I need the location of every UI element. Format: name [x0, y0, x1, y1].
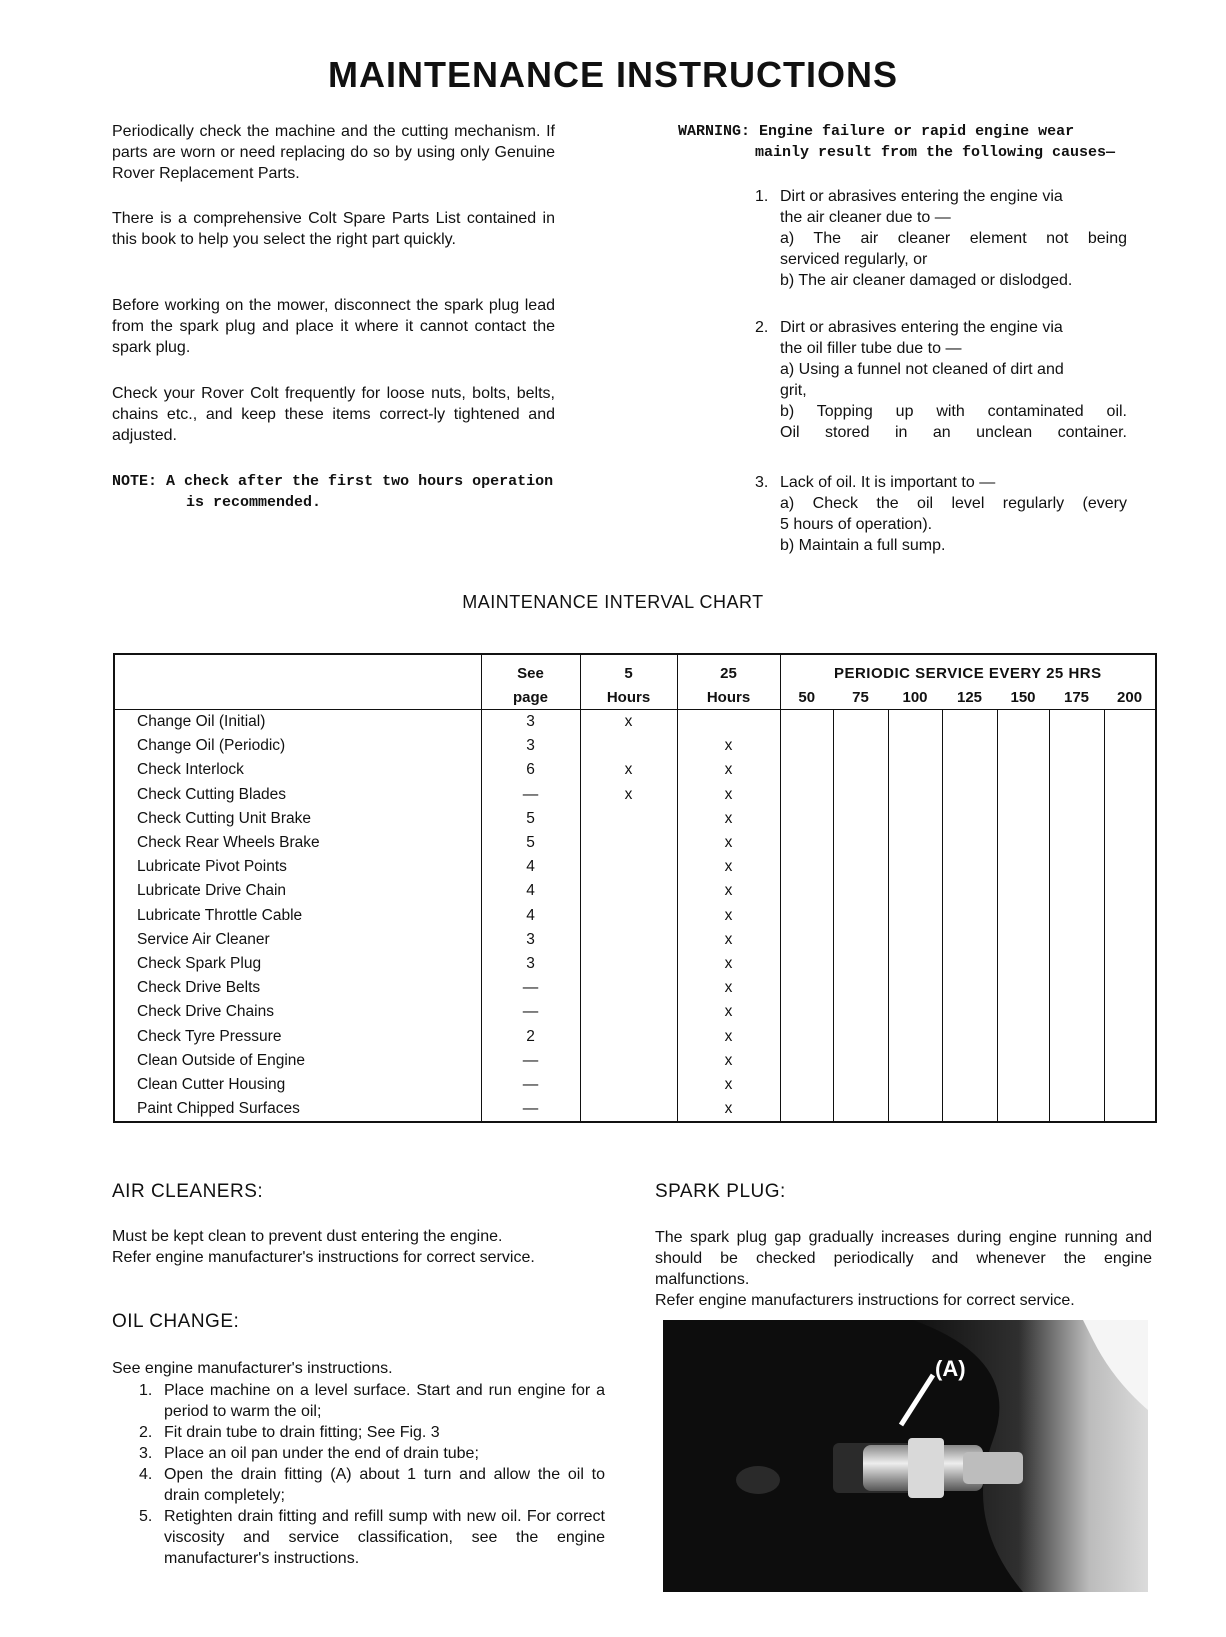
spark-lead-paragraph: Before working on the mower, disconnect the spark plug lead from the spark plug and place it where it cannot contact the spark plug.	[112, 297, 555, 356]
period-cell	[1104, 928, 1156, 952]
page-cell: 4	[481, 879, 580, 903]
period-cell	[942, 807, 997, 831]
twentyfive-hours-cell: x	[677, 807, 780, 831]
period-cell	[1104, 976, 1156, 1000]
period-cell	[997, 783, 1049, 807]
period-header: 50	[780, 685, 833, 710]
period-cell	[888, 1000, 942, 1024]
period-cell	[1104, 831, 1156, 855]
spark-plug-line2: Refer engine manufacturers instructions for correct service.	[655, 1292, 1075, 1309]
period-cell	[888, 710, 942, 735]
period-header: 200	[1104, 685, 1156, 710]
twentyfive-hours-cell: x	[677, 879, 780, 903]
warning-item-line: Lack of oil. It is important to —	[780, 474, 996, 491]
step-number: 3.	[139, 1445, 153, 1462]
warning-item-line: a) Using a funnel not cleaned of dirt and	[780, 361, 1064, 378]
note-block	[112, 471, 562, 513]
period-cell	[888, 831, 942, 855]
five-hours-cell	[580, 904, 677, 928]
period-cell	[780, 928, 833, 952]
period-cell	[888, 976, 942, 1000]
twentyfive-hours-cell: x	[677, 855, 780, 879]
task-cell: Check Cutting Unit Brake	[137, 809, 312, 827]
warning-item-line: 5 hours of operation).	[780, 516, 933, 533]
page-cell: —	[481, 1097, 580, 1122]
period-cell	[888, 855, 942, 879]
period-cell	[780, 758, 833, 782]
air-cleaners-line1: Must be kept clean to prevent dust entering the engine.	[112, 1228, 503, 1245]
note-line2: is recommended.	[186, 494, 322, 511]
warning-item-line: the air cleaner due to —	[780, 209, 951, 226]
period-cell	[780, 1049, 833, 1073]
oil-change-heading: OIL CHANGE:	[112, 1311, 240, 1332]
period-cell	[997, 855, 1049, 879]
table-row	[114, 952, 1156, 976]
page-cell: —	[481, 1049, 580, 1073]
period-cell	[833, 879, 888, 903]
warning-item-line: Oil stored in an unclean container.	[780, 424, 1127, 441]
task-cell: Check Tyre Pressure	[137, 1027, 282, 1045]
task-cell: Lubricate Drive Chain	[137, 882, 287, 900]
period-cell	[888, 734, 942, 758]
warning-item-line: the oil filler tube due to —	[780, 340, 962, 357]
period-cell	[1049, 807, 1104, 831]
period-cell	[888, 1097, 942, 1122]
intro-paragraph: Periodically check the machine and the cutting mechanism. If parts are worn or need replacing do so by using only Genuine Rover Replacement Parts.	[112, 123, 555, 182]
table-row	[114, 1024, 1156, 1048]
twentyfive-hours-cell: x	[677, 734, 780, 758]
page-cell: 5	[481, 807, 580, 831]
page-cell: 6	[481, 758, 580, 782]
period-header: 175	[1049, 685, 1104, 710]
period-cell	[1049, 976, 1104, 1000]
period-cell	[1104, 879, 1156, 903]
period-cell	[1049, 1000, 1104, 1024]
see-page-header-2: page	[481, 685, 580, 710]
table-row	[114, 758, 1156, 782]
period-cell	[997, 1000, 1049, 1024]
period-cell	[942, 783, 997, 807]
table-row	[114, 1049, 1156, 1073]
table-row	[114, 879, 1156, 903]
step-text: Place machine on a level surface. Start and run engine for a period to warm the oil;	[164, 1382, 605, 1420]
warning-item-number: 2.	[755, 319, 769, 336]
period-cell	[1049, 1049, 1104, 1073]
air-cleaners-text	[112, 1226, 604, 1268]
five-hours-header-2: Hours	[580, 685, 677, 710]
period-cell	[888, 879, 942, 903]
warning-line1: Engine failure or rapid engine wear	[759, 123, 1075, 140]
period-cell	[888, 1073, 942, 1097]
task-cell: Lubricate Pivot Points	[137, 858, 287, 876]
period-cell	[888, 1049, 942, 1073]
note-line1: A check after the first two hours operation	[166, 473, 554, 490]
twentyfive-hours-cell: x	[677, 1000, 780, 1024]
period-cell	[1049, 879, 1104, 903]
page-cell: 4	[481, 904, 580, 928]
period-cell	[833, 976, 888, 1000]
five-hours-cell	[580, 976, 677, 1000]
period-cell	[997, 928, 1049, 952]
task-cell: Check Drive Belts	[137, 979, 261, 997]
drain-fitting-illustration	[663, 1320, 1148, 1592]
period-cell	[780, 831, 833, 855]
period-cell	[833, 807, 888, 831]
period-cell	[888, 758, 942, 782]
warning-item-1	[755, 186, 1127, 291]
step-text: Fit drain tube to drain fitting; See Fig. 3	[164, 1424, 440, 1441]
five-hours-cell	[580, 879, 677, 903]
table-row	[114, 807, 1156, 831]
period-cell	[1104, 1073, 1156, 1097]
period-cell	[997, 1097, 1049, 1122]
period-cell	[888, 783, 942, 807]
page-cell: —	[481, 976, 580, 1000]
warning-item-line: b) Topping up with contaminated oil.	[780, 403, 1127, 420]
warning-item-line: Dirt or abrasives entering the engine via	[780, 188, 1063, 205]
period-cell	[1104, 904, 1156, 928]
page-cell: 3	[481, 710, 580, 735]
period-cell	[1049, 831, 1104, 855]
page-cell: 3	[481, 952, 580, 976]
task-cell: Lubricate Throttle Cable	[137, 906, 303, 924]
warning-item-2	[755, 317, 1127, 443]
step-number: 4.	[139, 1466, 153, 1483]
oil-change-steps	[139, 1380, 605, 1569]
period-cell	[942, 734, 997, 758]
spare-parts-paragraph: There is a comprehensive Colt Spare Parts List contained in this book to help you select the right part quickly.	[112, 210, 555, 248]
five-hours-cell	[580, 807, 677, 831]
page-cell: —	[481, 1073, 580, 1097]
page-cell: —	[481, 783, 580, 807]
chart-title: MAINTENANCE INTERVAL CHART	[462, 592, 764, 612]
task-header	[114, 654, 481, 710]
period-cell	[1049, 855, 1104, 879]
periodic-service-header: PERIODIC SERVICE EVERY 25 HRS	[780, 654, 1156, 685]
period-cell	[833, 1024, 888, 1048]
period-cell	[780, 1000, 833, 1024]
task-cell: Change Oil (Initial)	[137, 713, 266, 731]
warning-item-line: grit,	[780, 382, 807, 399]
period-cell	[1104, 855, 1156, 879]
period-cell	[1104, 1049, 1156, 1073]
step-number: 2.	[139, 1424, 153, 1441]
step-text: Open the drain fitting (A) about 1 turn and allow the oil to drain completely;	[164, 1466, 605, 1504]
period-cell	[780, 807, 833, 831]
twentyfive-hours-cell: x	[677, 1049, 780, 1073]
period-cell	[1104, 710, 1156, 735]
air-cleaners-line2: Refer engine manufacturer's instructions for correct service.	[112, 1249, 535, 1266]
step-text: Place an oil pan under the end of drain tube;	[164, 1445, 479, 1462]
period-cell	[1104, 952, 1156, 976]
spark-plug-text	[655, 1227, 1152, 1311]
period-cell	[833, 1000, 888, 1024]
twentyfive-hours-cell: x	[677, 928, 780, 952]
period-cell	[942, 1097, 997, 1122]
five-hours-cell: x	[580, 758, 677, 782]
period-cell	[833, 758, 888, 782]
period-cell	[1104, 1097, 1156, 1122]
five-hours-cell: x	[580, 710, 677, 735]
table-row	[114, 831, 1156, 855]
task-cell: Change Oil (Periodic)	[137, 737, 286, 755]
five-hours-cell	[580, 855, 677, 879]
period-cell	[888, 904, 942, 928]
period-cell	[888, 928, 942, 952]
warning-item-number: 3.	[755, 474, 769, 491]
period-cell	[997, 710, 1049, 735]
period-header: 150	[997, 685, 1049, 710]
period-cell	[780, 1073, 833, 1097]
period-cell	[780, 1097, 833, 1122]
table-row	[114, 734, 1156, 758]
period-cell	[1049, 783, 1104, 807]
period-cell	[942, 758, 997, 782]
twentyfive-hours-cell: x	[677, 1073, 780, 1097]
period-cell	[997, 976, 1049, 1000]
period-cell	[1104, 783, 1156, 807]
period-cell	[833, 952, 888, 976]
period-cell	[997, 807, 1049, 831]
task-cell: Check Spark Plug	[137, 954, 262, 972]
warning-line2: mainly result from the following causes—	[755, 144, 1116, 161]
table-row	[114, 783, 1156, 807]
period-cell	[997, 879, 1049, 903]
five-hours-cell	[580, 1097, 677, 1122]
period-cell	[1104, 1024, 1156, 1048]
spark-plug-line1: The spark plug gap gradually increases during engine running and should be checked periodically and whenever the engine malfunctions.	[655, 1229, 1152, 1288]
step-text: Retighten drain fitting and refill sump with new oil. For correct viscosity and service classification, see the engine manufacturer's instructions.	[164, 1508, 605, 1567]
warning-item-line: b) Maintain a full sump.	[780, 537, 946, 554]
twentyfive-hours-header-1: 25	[677, 654, 780, 685]
twentyfive-hours-cell: x	[677, 758, 780, 782]
task-cell: Check Rear Wheels Brake	[137, 834, 320, 852]
five-hours-cell	[580, 1000, 677, 1024]
period-header: 75	[833, 685, 888, 710]
period-cell	[997, 1073, 1049, 1097]
period-cell	[888, 1024, 942, 1048]
period-cell	[780, 734, 833, 758]
page-cell: 4	[481, 855, 580, 879]
page-cell: 5	[481, 831, 580, 855]
twentyfive-hours-cell: x	[677, 1024, 780, 1048]
twentyfive-hours-cell	[677, 710, 780, 735]
period-cell	[833, 855, 888, 879]
warning-item-line: Dirt or abrasives entering the engine via	[780, 319, 1063, 336]
table-row	[114, 976, 1156, 1000]
five-hours-cell	[580, 952, 677, 976]
period-cell	[997, 831, 1049, 855]
period-cell	[888, 807, 942, 831]
check-colt-paragraph: Check your Rover Colt frequently for loose nuts, bolts, belts, chains etc., and keep these items correct-ly tightened and adjusted.	[112, 385, 555, 444]
period-cell	[1049, 952, 1104, 976]
period-cell	[997, 904, 1049, 928]
period-cell	[1049, 758, 1104, 782]
period-cell	[1104, 807, 1156, 831]
page-cell: 3	[481, 928, 580, 952]
note-label: NOTE:	[112, 473, 158, 490]
warning-item-line: b) The air cleaner damaged or dislodged.	[780, 272, 1073, 289]
five-hours-header-1: 5	[580, 654, 677, 685]
task-cell: Clean Outside of Engine	[137, 1051, 306, 1069]
page-cell: 3	[481, 734, 580, 758]
twentyfive-hours-cell: x	[677, 831, 780, 855]
period-cell	[833, 1097, 888, 1122]
twentyfive-hours-cell: x	[677, 952, 780, 976]
table-row	[114, 928, 1156, 952]
period-cell	[1049, 1073, 1104, 1097]
period-cell	[1049, 710, 1104, 735]
five-hours-cell	[580, 831, 677, 855]
period-cell	[833, 904, 888, 928]
warning-block	[678, 121, 1133, 163]
table-row	[114, 1097, 1156, 1122]
period-cell	[942, 928, 997, 952]
step-number: 1.	[139, 1382, 153, 1399]
warning-item-number: 1.	[755, 188, 769, 205]
period-cell	[780, 855, 833, 879]
warning-item-line: serviced regularly, or	[780, 251, 928, 268]
oil-change-intro: See engine manufacturer's instructions.	[112, 1360, 393, 1377]
twentyfive-hours-cell: x	[677, 1097, 780, 1122]
period-header: 100	[888, 685, 942, 710]
period-cell	[780, 1024, 833, 1048]
page-title: MAINTENANCE INSTRUCTIONS	[328, 54, 898, 95]
period-cell	[888, 952, 942, 976]
table-row	[114, 904, 1156, 928]
five-hours-cell: x	[580, 783, 677, 807]
period-cell	[833, 783, 888, 807]
five-hours-cell	[580, 734, 677, 758]
twentyfive-hours-header-2: Hours	[677, 685, 780, 710]
air-cleaners-heading: AIR CLEANERS:	[112, 1181, 264, 1202]
five-hours-cell	[580, 1049, 677, 1073]
period-cell	[1049, 1024, 1104, 1048]
twentyfive-hours-cell: x	[677, 783, 780, 807]
period-header: 125	[942, 685, 997, 710]
task-cell: Check Cutting Blades	[137, 785, 287, 803]
five-hours-cell	[580, 1073, 677, 1097]
table-row	[114, 1073, 1156, 1097]
period-cell	[942, 952, 997, 976]
task-cell: Clean Cutter Housing	[137, 1075, 286, 1093]
period-cell	[942, 831, 997, 855]
period-cell	[1049, 734, 1104, 758]
warning-label: WARNING:	[678, 123, 751, 140]
warning-item-line: a) Check the oil level regularly (every	[780, 495, 1127, 512]
step-number: 5.	[139, 1508, 153, 1525]
period-cell	[780, 904, 833, 928]
period-cell	[942, 904, 997, 928]
period-cell	[780, 976, 833, 1000]
period-cell	[997, 734, 1049, 758]
five-hours-cell	[580, 1024, 677, 1048]
task-cell: Check Interlock	[137, 761, 244, 779]
period-cell	[1049, 928, 1104, 952]
period-cell	[833, 928, 888, 952]
table-row	[114, 1000, 1156, 1024]
page-cell: —	[481, 1000, 580, 1024]
period-cell	[1104, 758, 1156, 782]
warning-item-line: a) The air cleaner element not being	[780, 230, 1127, 247]
period-cell	[1049, 904, 1104, 928]
period-cell	[1049, 1097, 1104, 1122]
task-cell: Service Air Cleaner	[137, 930, 270, 948]
period-cell	[942, 1000, 997, 1024]
table-row	[114, 855, 1156, 879]
period-cell	[942, 855, 997, 879]
period-cell	[942, 710, 997, 735]
see-page-header-1: See	[481, 654, 580, 685]
period-cell	[1104, 734, 1156, 758]
period-cell	[833, 1073, 888, 1097]
period-cell	[997, 1024, 1049, 1048]
period-cell	[997, 758, 1049, 782]
period-cell	[997, 952, 1049, 976]
five-hours-cell	[580, 928, 677, 952]
period-cell	[1104, 1000, 1156, 1024]
period-cell	[942, 976, 997, 1000]
period-cell	[833, 734, 888, 758]
period-cell	[833, 831, 888, 855]
photo-callout-label: (A)	[935, 1356, 966, 1381]
task-cell: Check Drive Chains	[137, 1003, 274, 1021]
task-cell: Paint Chipped Surfaces	[137, 1100, 300, 1118]
period-cell	[780, 710, 833, 735]
period-cell	[833, 710, 888, 735]
period-cell	[997, 1049, 1049, 1073]
period-cell	[942, 1049, 997, 1073]
period-cell	[780, 783, 833, 807]
period-cell	[942, 1073, 997, 1097]
maintenance-interval-table	[113, 653, 1157, 1123]
page-cell: 2	[481, 1024, 580, 1048]
period-cell	[833, 1049, 888, 1073]
period-cell	[942, 1024, 997, 1048]
table-row	[114, 710, 1156, 735]
period-cell	[780, 879, 833, 903]
twentyfive-hours-cell: x	[677, 976, 780, 1000]
period-cell	[780, 952, 833, 976]
warning-item-3	[755, 472, 1127, 556]
spark-plug-heading: SPARK PLUG:	[655, 1181, 786, 1202]
spark-plug-photo	[663, 1320, 1148, 1592]
twentyfive-hours-cell: x	[677, 904, 780, 928]
period-cell	[942, 879, 997, 903]
